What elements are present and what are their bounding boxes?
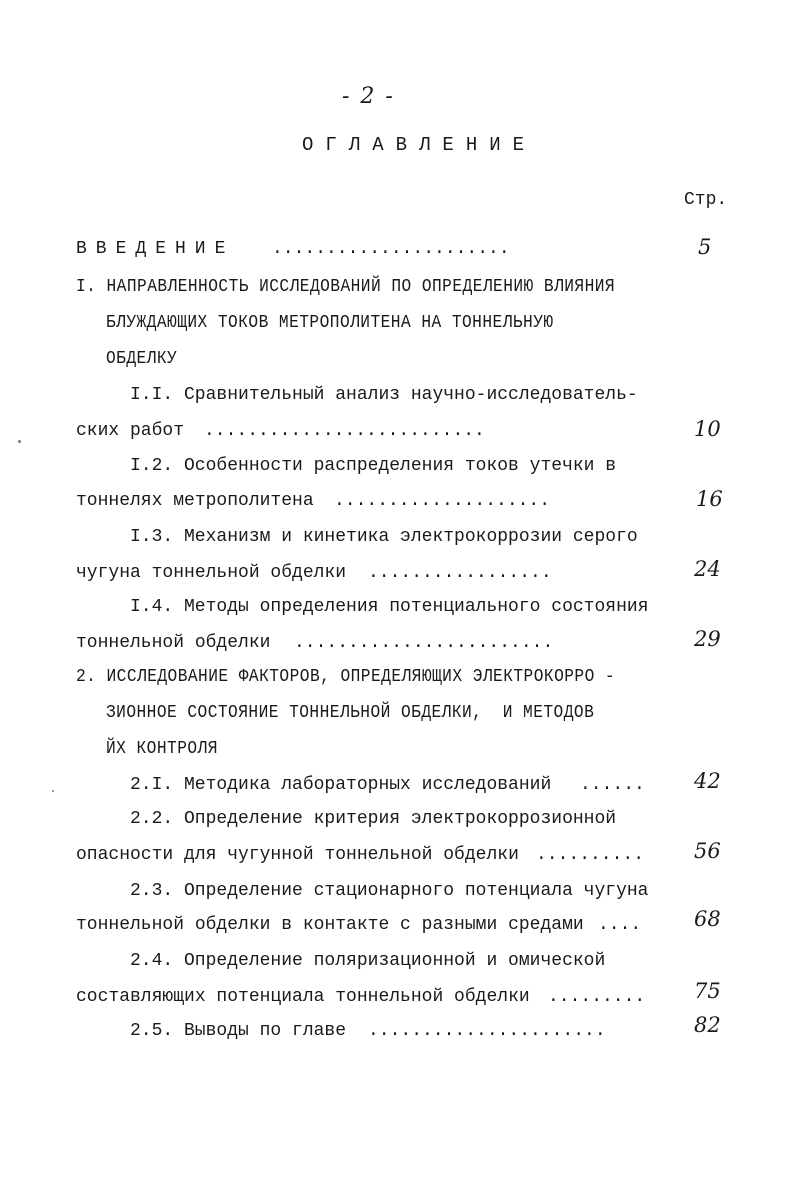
toc-section-1-2-line-1: I.2. Особенности распределения токов утечки в <box>130 456 617 476</box>
toc-section-2-2-page: 56 <box>694 839 721 863</box>
toc-chapter-1-line-2: БЛУЖДАЮЩИХ ТОКОВ МЕТРОПОЛИТЕНА НА ТОННЕЛЬНУЮ <box>106 313 554 333</box>
toc-section-2-2-line-1: 2.2. Определение критерия электрокоррозионной <box>130 809 617 829</box>
toc-section-2-5-line-1: 2.5. Выводы по главе <box>130 1021 347 1041</box>
toc-section-1-3-page: 24 <box>694 557 721 581</box>
toc-chapter-2-line-1: 2. ИССЛЕДОВАНИЕ ФАКТОРОВ, ОПРЕДЕЛЯЮЩИХ ЭЛЕКТРОКОРРО - <box>76 667 616 687</box>
toc-title: ОГЛАВЛЕНИЕ <box>302 134 537 156</box>
toc-section-1-2-leader: .................... <box>334 491 551 511</box>
toc-section-1-3-leader: ................. <box>368 563 552 583</box>
toc-intro-page: 5 <box>698 235 712 259</box>
toc-section-2-2-leader: .......... <box>536 845 645 865</box>
toc-section-2-4-leader: ......... <box>548 987 646 1007</box>
scan-speck <box>18 440 21 443</box>
page-number: - 2 - <box>342 84 395 109</box>
toc-section-2-5-page: 82 <box>694 1013 721 1037</box>
toc-section-1-3-line-1: I.3. Механизм и кинетика электрокоррозии серого <box>130 527 638 547</box>
toc-section-1-1-leader: .......................... <box>204 421 485 441</box>
toc-section-1-2-line-2: тоннелях метрополитена <box>76 491 314 511</box>
toc-section-2-4-page: 75 <box>694 979 721 1003</box>
toc-section-2-1-page: 42 <box>694 769 721 793</box>
toc-section-2-3-page: 68 <box>694 907 721 931</box>
toc-chapter-2-line-3: ЙХ КОНТРОЛЯ <box>106 739 218 759</box>
scan-speck <box>52 790 54 792</box>
toc-intro-leader: ...................... <box>272 239 510 259</box>
toc-section-2-3-line-1: 2.3. Определение стационарного потенциала чугуна <box>130 881 649 901</box>
toc-section-1-1-line-2: ских работ <box>76 421 185 441</box>
toc-chapter-1-line-1: I. НАПРАВЛЕННОСТЬ ИССЛЕДОВАНИЙ ПО ОПРЕДЕЛЕНИЮ ВЛИЯНИЯ <box>76 277 616 297</box>
toc-chapter-2-line-2: ЗИОННОЕ СОСТОЯНИЕ ТОННЕЛЬНОЙ ОБДЕЛКИ, И МЕТОДОВ <box>106 703 595 723</box>
toc-section-2-3-leader: .... <box>598 915 642 935</box>
toc-chapter-1-line-3: ОБДЕЛКУ <box>106 349 178 369</box>
toc-section-1-4-page: 29 <box>694 627 721 651</box>
toc-intro-title: ВВЕДЕНИЕ <box>76 239 235 259</box>
toc-section-1-4-line-2: тоннельной обделки <box>76 633 271 653</box>
toc-section-1-2-page: 16 <box>696 487 723 511</box>
toc-section-2-1-leader: ...... <box>580 775 645 795</box>
page-column-label: Стр. <box>684 190 728 210</box>
toc-section-1-4-line-1: I.4. Методы определения потенциального состояния <box>130 597 649 617</box>
toc-section-2-1-line-1: 2.I. Методика лабораторных исследований <box>130 775 552 795</box>
toc-section-1-3-line-2: чугуна тоннельной обделки <box>76 563 347 583</box>
toc-section-2-3-line-2: тоннельной обделки в контакте с разными средами <box>76 915 584 935</box>
toc-section-2-5-leader: ...................... <box>368 1021 606 1041</box>
toc-section-2-4-line-2: составляющих потенциала тоннельной обделки <box>76 987 530 1007</box>
toc-section-2-4-line-1: 2.4. Определение поляризационной и омической <box>130 951 606 971</box>
toc-section-1-1-line-1: I.I. Сравнительный анализ научно-исследователь- <box>130 385 638 405</box>
toc-section-1-1-page: 10 <box>694 417 721 441</box>
toc-section-2-2-line-2: опасности для чугунной тоннельной обделки <box>76 845 519 865</box>
toc-section-1-4-leader: ........................ <box>294 633 554 653</box>
